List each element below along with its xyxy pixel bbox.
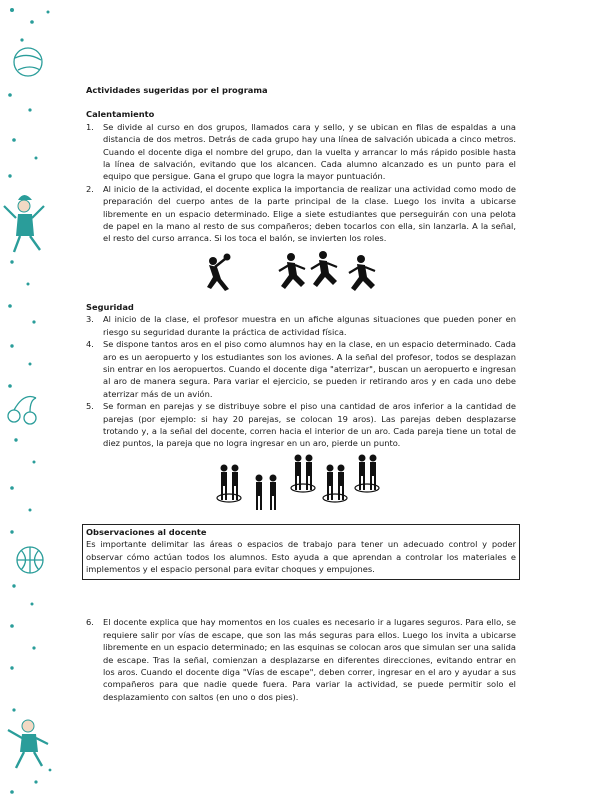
observations-heading: Observaciones al docente — [86, 526, 207, 537]
item-text: Se dispone tantos aros en el piso como alumnos hay en la clase, en un espacio determinado. Cada aro es un aeropuerto y los estudiantes son los aviones. A la señal del profesor, todos se desplazan sin entrar en los aeropuertos. Cuando el docente diga "aterrizar", buscan un aeropuerto e ingresan al aro de manera segura. Para variar el ejercicio, se pueden ir retirando aros y en cada uno debe aterrizar más de un avión. — [103, 339, 516, 399]
teal-dot-border — [8, 8, 51, 794]
observations-text: Es importante delimitar las áreas o espacios de trabajo para tener un adecuado control y poder observar cómo actúan todos los alumnos. Esto ayuda a que aprendan a controlar los materiales e implementos y el espacio personal para evitar choques y empujones. — [86, 539, 516, 574]
item-text: Al inicio de la clase, el profesor muestra en un afiche algunas situaciones que pueden poner en riesgo su seguridad durante la práctica de actividad física. — [103, 314, 516, 337]
observations-box — [82, 524, 520, 581]
item-text: Se divide al curso en dos grupos, llamados cara y sello, y se ubican en filas de espaldas a una distancia de dos metros. Detrás de cada grupo hay una línea de salvación ubicada a cinco metros. Cuando el docente diga el nombre del grupo, dan la vuelta y arrancar lo más rápido posible hasta la línea de salvación, evitando que los alcancen. Cada alumno alcanzado es un punto para el equipo que persigue. Gana el grupo que logra la mayor puntuación. — [103, 121, 516, 182]
item-number: 1. — [86, 121, 94, 132]
ball-doodle — [14, 48, 42, 76]
list-item — [86, 400, 516, 450]
document-title: Actividades sugeridas por el programa — [86, 85, 268, 95]
list-item — [86, 313, 516, 338]
item-number: 3. — [86, 314, 94, 325]
item-text: Al inicio de la actividad, el docente explica la importancia de realizar una actividad como modo de preparación del cuerpo antes de la parte principal de la clase. Luego los invita a ubicarse libremente en un espacio determinado. Elige a siete estudiantes que perseguirán con una pelota de papel en la mano al resto de sus compañeros; deben tocarlos con ella, sin lanzarla. A la señal, el resto del curso arranca. Si los toca el balón, se invierten los roles. — [103, 183, 516, 244]
warmup-list — [86, 121, 516, 245]
item-number: 2. — [86, 183, 94, 194]
section-heading-warmup: Calentamiento — [86, 109, 155, 120]
safety-list — [86, 313, 516, 449]
jumping-child-illustration — [4, 195, 44, 252]
item-number: 5. — [86, 401, 94, 412]
item-number: 4. — [86, 339, 94, 350]
couples-illustration — [211, 454, 391, 514]
list-item — [86, 616, 516, 703]
item-text: El docente explica que hay momentos en los cuales es necesario ir a lugares seguros. Para ello, se requiere salir por vías de escape, que son las más seguras para ellos. Luego los invita a ubicarse libremente en un espacio determinado; en las esquinas se colocan aros que simulan ser una salida de escape. Tras la señal, comienzan a desplazarse en diferentes direcciones, evitando entrar en los aros. Cuando el docente diga "Vías de escape", deben correr, ingresar en el aro y ayudar a sus compañeros para que nadie quede fuera. Para variar la actividad, se puede permitir solo el desplazamiento con saltos (en uno o dos pies). — [103, 617, 516, 702]
section-heading-safety: Seguridad — [86, 301, 134, 312]
item-text: Se forman en parejas y se distribuye sobre el piso una cantidad de aros inferior a la cantidad de parejas (por ejemplo: si hay 20 parejas, se colocan 19 aros). Las parejas deben desplazarse trotando y, a la señal del docente, corren hacia el interior de un aro. Cada pareja tiene un total de diez puntos, la pareja que no logra ingresar en un aro, pierde un punto. — [103, 401, 516, 449]
list-item — [86, 183, 516, 245]
basketball-doodle — [17, 547, 43, 573]
list-item — [86, 121, 516, 183]
runners-illustration — [201, 249, 401, 295]
list-item — [86, 338, 516, 400]
cherries-doodle — [8, 397, 36, 425]
item-number: 6. — [86, 617, 94, 628]
thrower-silhouette — [207, 253, 231, 291]
runners-silhouette — [279, 251, 375, 291]
decorative-sidebar — [0, 0, 70, 800]
couples-in-hoops-silhouette — [217, 454, 379, 510]
running-child-illustration — [8, 720, 48, 768]
escape-list — [86, 616, 516, 703]
document-body — [86, 84, 516, 703]
